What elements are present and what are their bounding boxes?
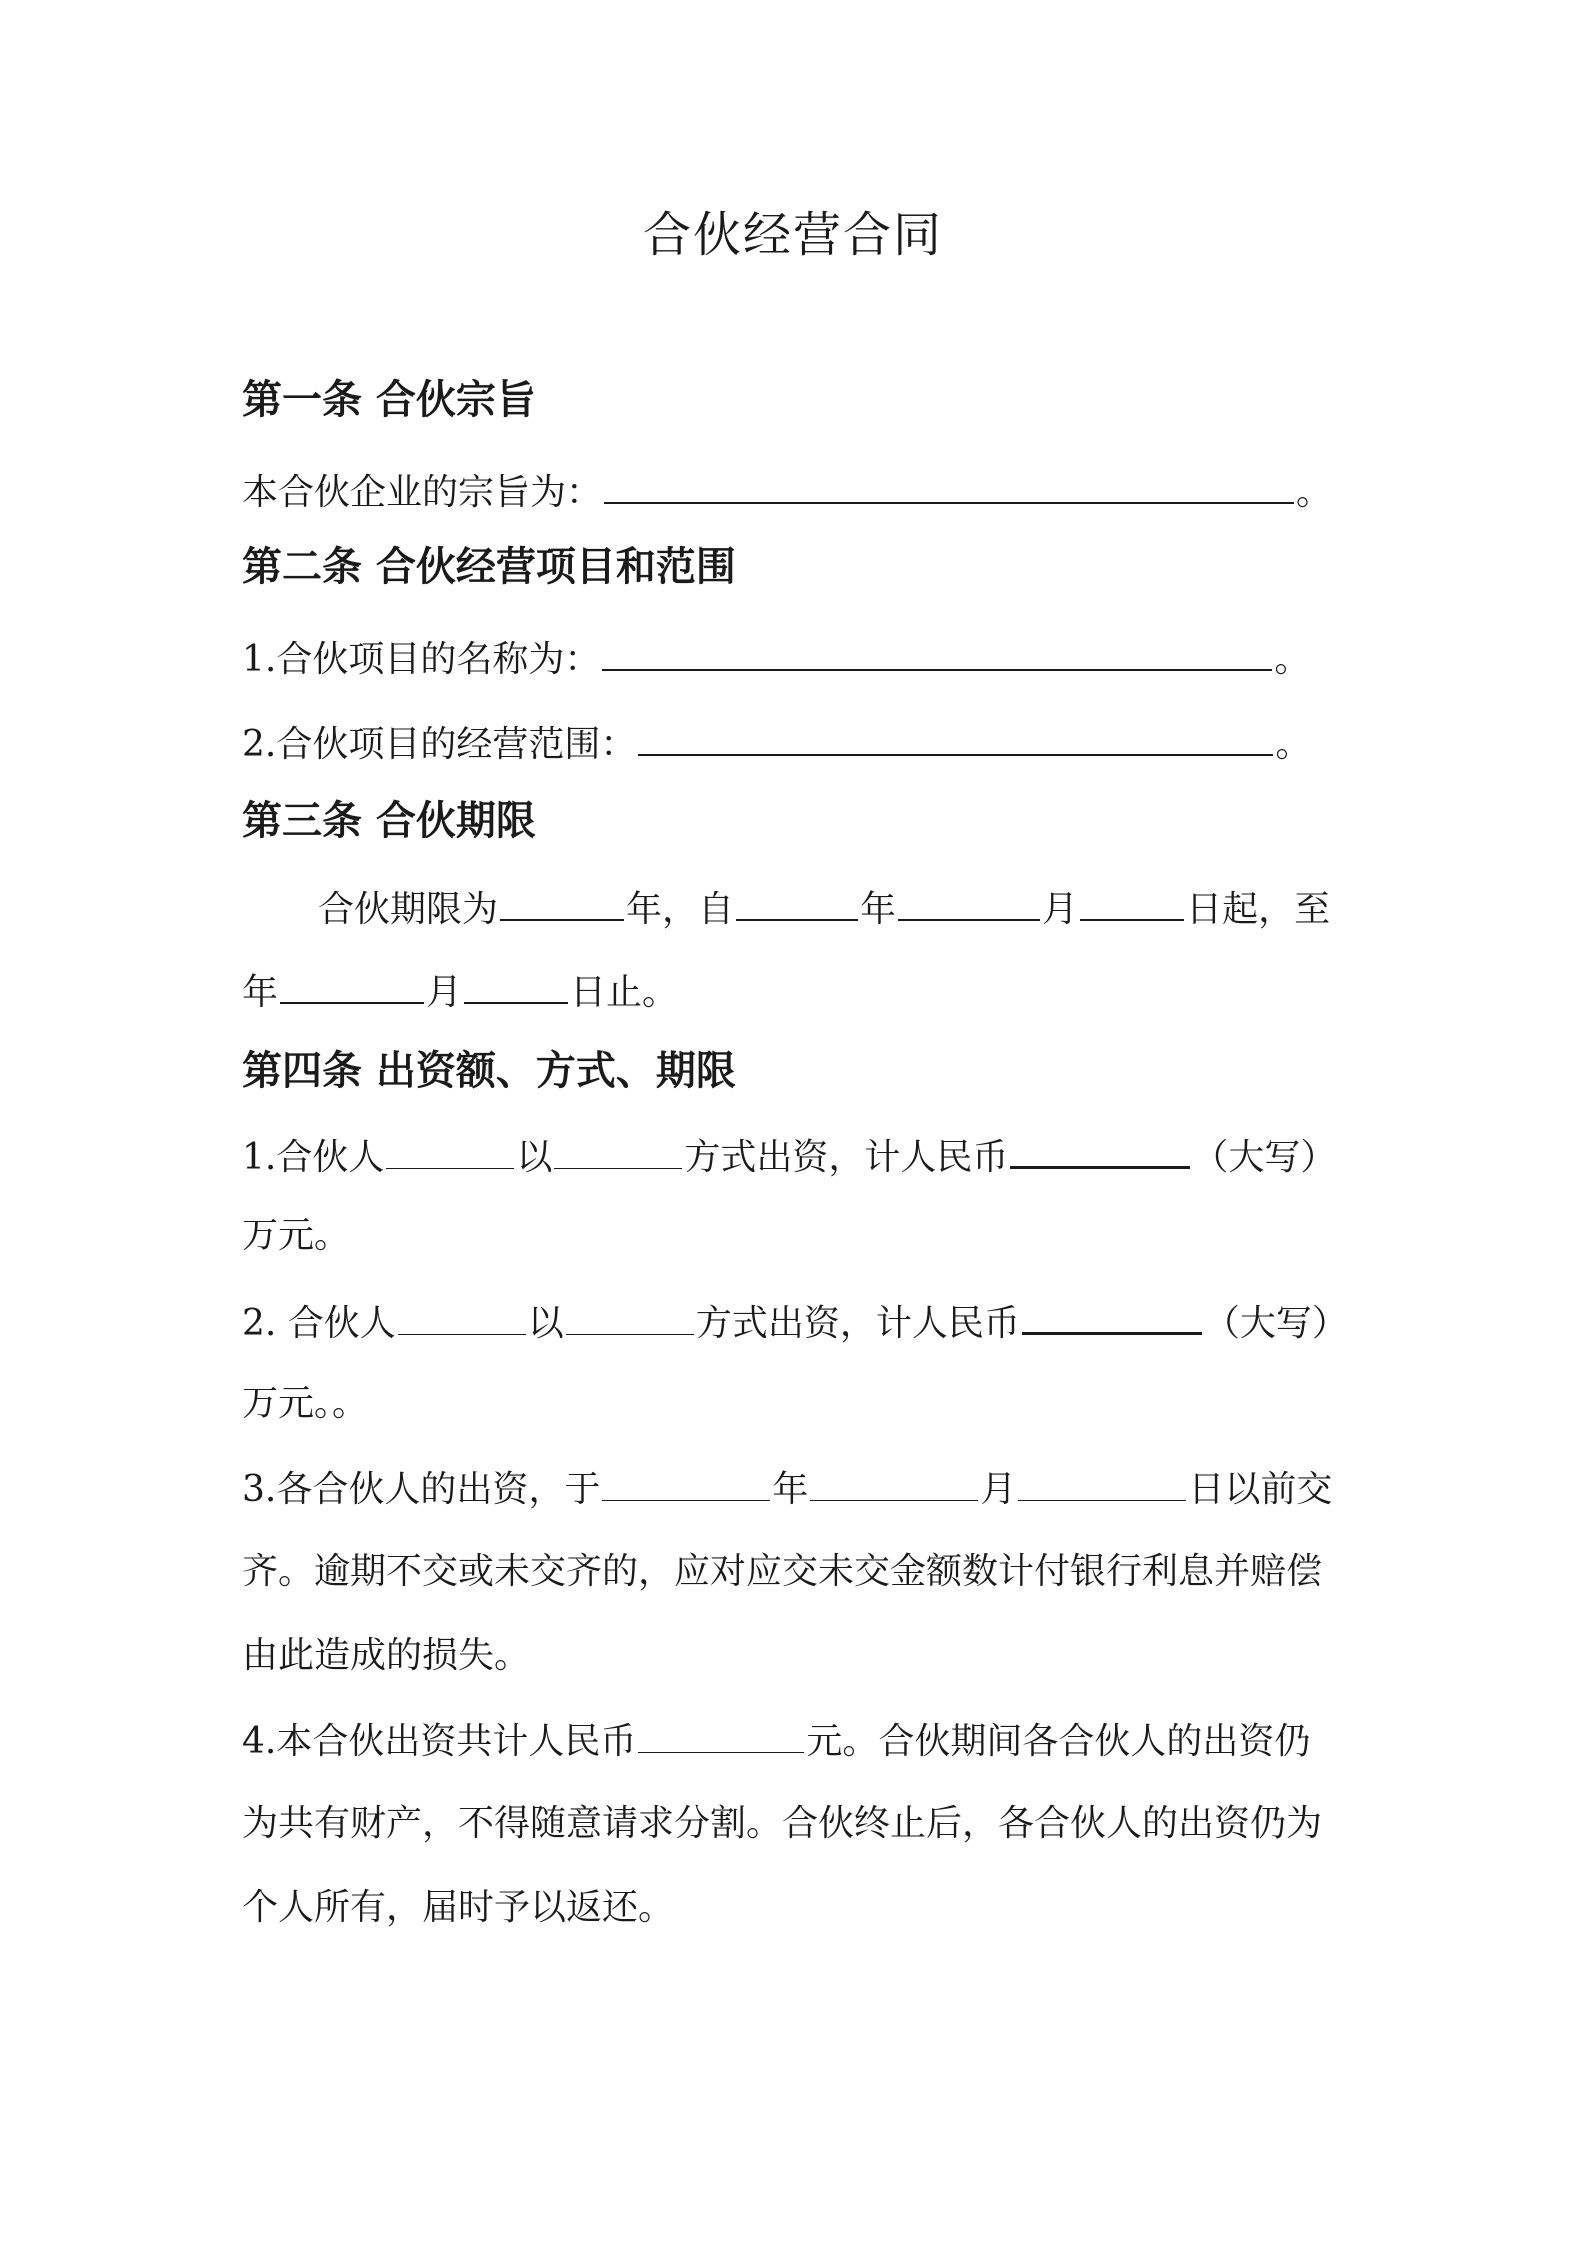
- partner-2-name-blank[interactable]: [398, 1298, 526, 1335]
- section-2-item-2: 2.合伙项目的经营范围： 。: [242, 718, 1311, 769]
- section-4-item-4-line-2: 为共有财产，不得随意请求分割。合伙终止后，各合伙人的出资仍为: [242, 1803, 1323, 1844]
- deadline-year-blank[interactable]: [602, 1464, 770, 1501]
- purpose-blank[interactable]: [604, 466, 1294, 504]
- partner-1-name-blank[interactable]: [386, 1132, 514, 1169]
- partner-2-method-blank[interactable]: [566, 1298, 694, 1335]
- deadline-month-blank[interactable]: [810, 1464, 978, 1501]
- section-4-item-4-line-3: 个人所有，届时予以返还。: [242, 1887, 675, 1928]
- end-month-blank[interactable]: [280, 966, 424, 1004]
- partner-1-method-blank[interactable]: [554, 1132, 682, 1169]
- section-1-line: 本合伙企业的宗旨为： 。: [242, 466, 1332, 517]
- start-year-blank[interactable]: [736, 883, 858, 921]
- project-name-blank[interactable]: [602, 633, 1272, 671]
- section-4-item-3-line-2: 齐。逾期不交或未交齐的，应对应交未交金额数计付银行利息并赔偿: [242, 1551, 1323, 1592]
- project-name-label: 1.合伙项目的名称为：: [242, 639, 601, 680]
- term-years-blank[interactable]: [500, 883, 624, 921]
- section-3-heading: 第三条 合伙期限: [242, 797, 536, 844]
- section-3-line-2: 年 月 日止。: [242, 966, 678, 1017]
- end-day-blank[interactable]: [464, 966, 568, 1004]
- document-title: 合伙经营合同: [642, 207, 943, 263]
- section-1-heading: 第一条 合伙宗旨: [242, 376, 536, 423]
- section-4-item-1-cont: 万元。: [242, 1215, 351, 1256]
- partner-2-amount-blank[interactable]: [1022, 1296, 1202, 1335]
- section-4-item-2-cont: 万元。。: [242, 1383, 369, 1424]
- purpose-label: 本合伙企业的宗旨为：: [242, 472, 603, 513]
- section-4-item-3-line-3: 由此造成的损失。: [242, 1635, 531, 1676]
- section-4-item-3: 3.各合伙人的出资，于 年 月 日以前交: [242, 1464, 1332, 1514]
- section-2-item-1: 1.合伙项目的名称为： 。: [242, 633, 1310, 684]
- section-4-heading: 第四条 出资额、方式、期限: [242, 1047, 736, 1094]
- total-capital-blank[interactable]: [638, 1716, 804, 1753]
- section-4-item-4: 4.本合伙出资共计人民币 元。合伙期间各合伙人的出资仍: [242, 1716, 1310, 1766]
- section-4-item-1: 1.合伙人 以 方式出资，计人民币 （大写）: [242, 1130, 1336, 1182]
- section-3-line-1: 合伙期限为 年，自 年 月 日起，至: [318, 883, 1330, 934]
- section-2-heading: 第二条 合伙经营项目和范围: [242, 543, 736, 590]
- partner-1-amount-blank[interactable]: [1010, 1130, 1190, 1169]
- project-scope-label: 2.合伙项目的经营范围：: [242, 724, 637, 765]
- start-day-blank[interactable]: [1080, 883, 1184, 921]
- project-scope-blank[interactable]: [638, 718, 1273, 756]
- start-month-blank[interactable]: [898, 883, 1040, 921]
- section-4-item-2: 2. 合伙人 以 方式出资，计人民币 （大写）: [242, 1296, 1348, 1348]
- deadline-day-blank[interactable]: [1018, 1464, 1186, 1501]
